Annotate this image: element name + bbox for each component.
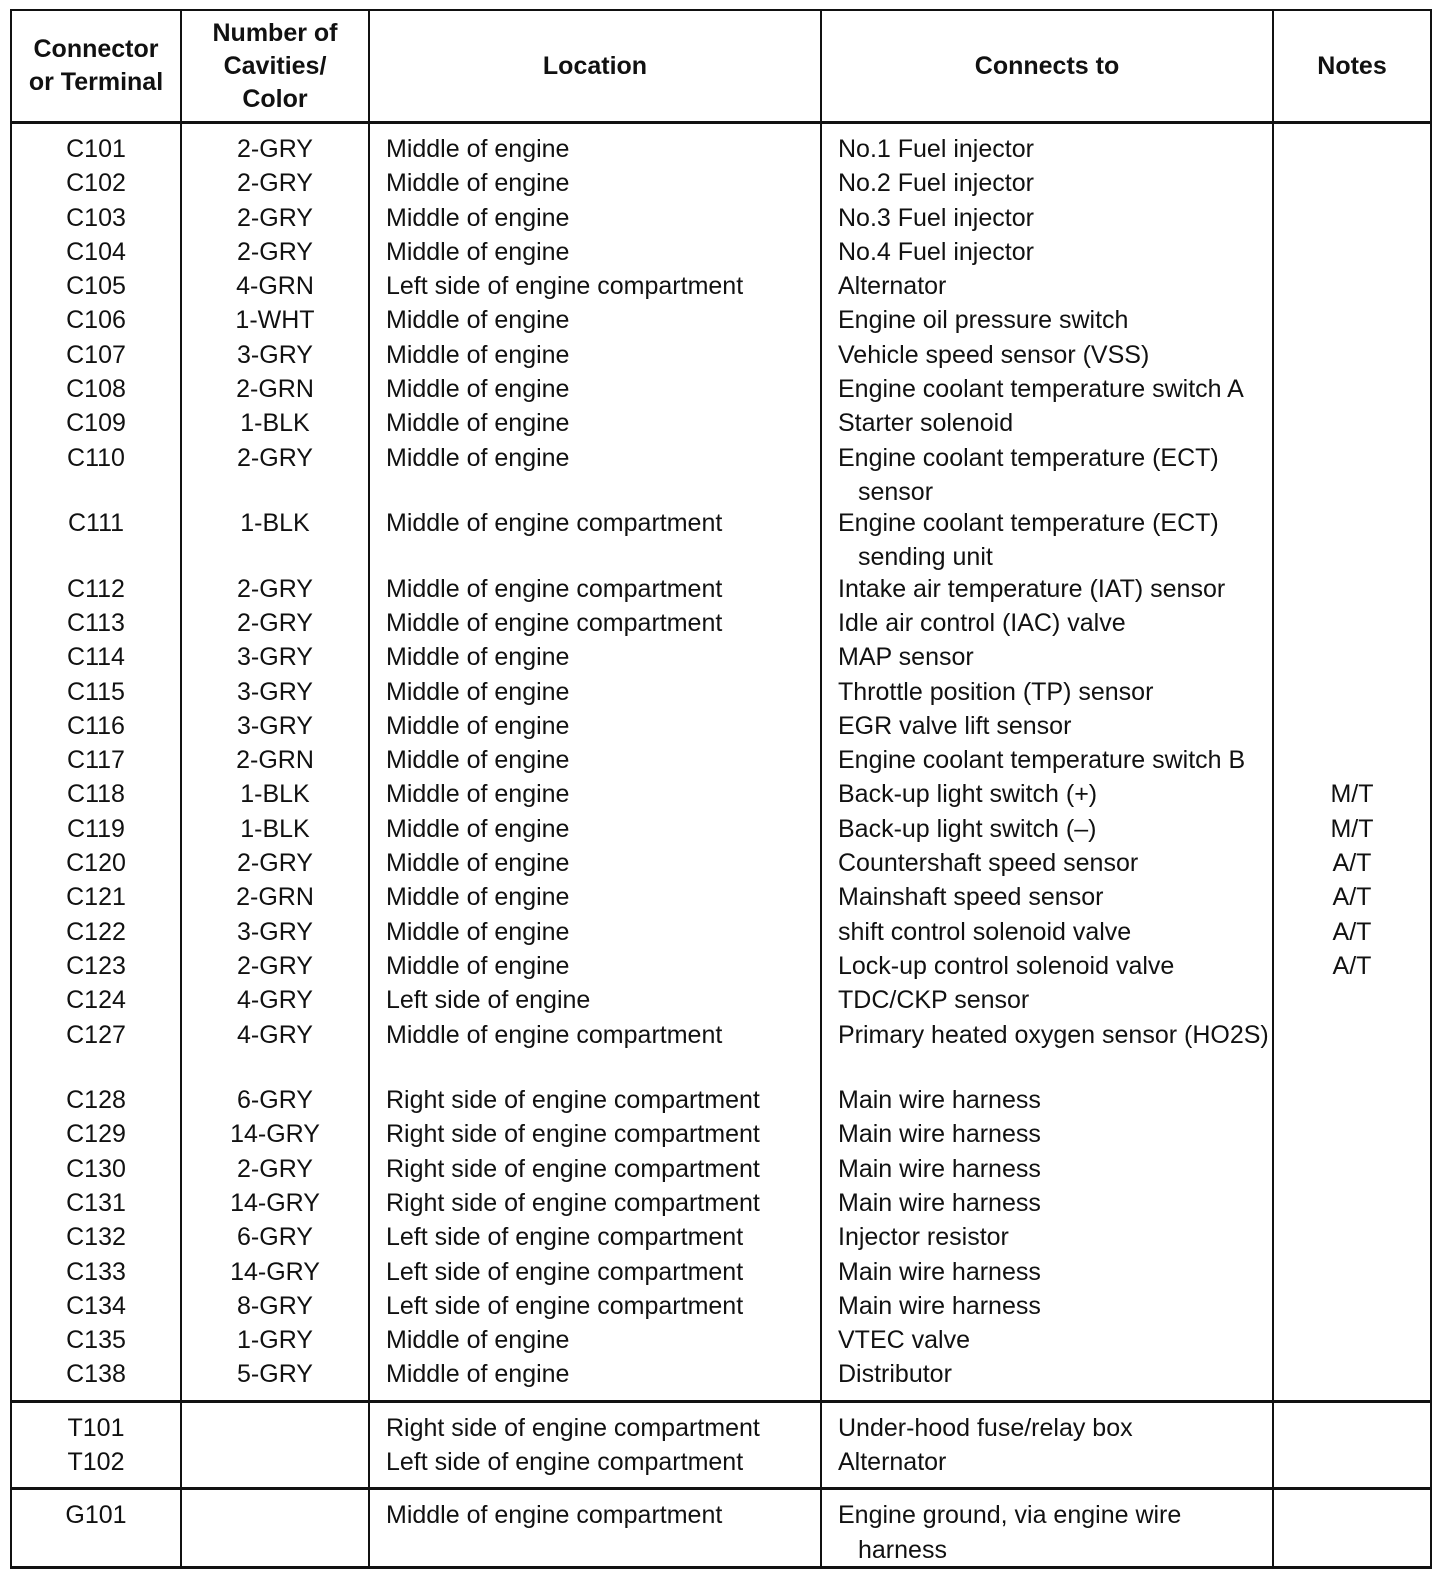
table-row-conn: C121 xyxy=(66,883,126,912)
connector-table xyxy=(10,9,1432,1569)
header-location: Location xyxy=(369,10,821,123)
table-row-conn: C102 xyxy=(66,169,126,198)
table-row-loc: Middle of engine xyxy=(386,375,570,404)
table-row-to: TDC/CKP sensor xyxy=(838,986,1030,1015)
table-row-cav: 2-GRY xyxy=(237,608,313,637)
table-row-loc: Middle of engine compartment xyxy=(386,509,723,538)
table-row-conn: C116 xyxy=(67,711,125,740)
cavities-cell xyxy=(181,1489,369,1568)
table-row-cav: 1-BLK xyxy=(240,780,310,809)
table-row-note xyxy=(1274,1445,1430,1479)
table-row-cav: 2-GRY xyxy=(237,203,313,232)
table-row-note xyxy=(1274,572,1430,606)
table-row-to: Main wire harness xyxy=(838,1257,1041,1286)
table-row-to: Main wire harness xyxy=(838,1086,1041,1115)
table-row-loc: Middle of engine compartment xyxy=(386,1501,723,1530)
table-row-note: M/T xyxy=(1330,780,1374,809)
table-row-cav: 8-GRY xyxy=(237,1291,313,1320)
table-row-cav: 1-BLK xyxy=(240,509,310,538)
connects-to-cell xyxy=(821,1401,1273,1489)
table-row-note: A/T xyxy=(1332,849,1372,878)
table-row-to: shift control solenoid valve xyxy=(838,917,1132,946)
table-row-note xyxy=(1274,1498,1430,1564)
table-row-cav: 2-GRN xyxy=(236,375,314,404)
table-row-to: Injector resistor xyxy=(838,1223,1009,1252)
table-row-cav: 2-GRY xyxy=(237,135,313,163)
notes-cell xyxy=(1273,1489,1431,1568)
table-row-to: EGR valve lift sensor xyxy=(838,711,1072,740)
table-row-to: Vehicle speed sensor (VSS) xyxy=(838,340,1150,369)
table-row-note: A/T xyxy=(1332,883,1372,912)
table-row-cav: 1-BLK xyxy=(240,409,310,438)
table-row-to: MAP sensor xyxy=(838,643,974,672)
table-row-conn: C128 xyxy=(66,1086,126,1115)
table-row-note xyxy=(1274,1220,1430,1254)
table-row-conn: C105 xyxy=(66,272,126,301)
table-row-cav: 1-BLK xyxy=(240,814,310,843)
table-row-loc: Right side of engine compartment xyxy=(386,1188,760,1217)
table-row-note xyxy=(1274,269,1430,303)
table-row-cav: 14-GRY xyxy=(230,1188,320,1217)
table-row-conn: C114 xyxy=(67,643,125,672)
table-row-loc: Right side of engine compartment xyxy=(386,1413,760,1442)
table-row-note xyxy=(1274,675,1430,709)
table-row-loc: Middle of engine xyxy=(386,883,570,912)
table-row-loc: Right side of engine compartment xyxy=(386,1154,760,1183)
connector-cell xyxy=(11,1489,181,1568)
table-row-to: Primary heated oxygen sensor (HO2S) xyxy=(838,1020,1269,1049)
table-row-note xyxy=(1274,406,1430,440)
table-row-to: Lock-up control solenoid valve xyxy=(838,951,1175,980)
table-row-conn: T101 xyxy=(67,1413,125,1442)
table-row-note xyxy=(1274,303,1430,337)
table-row-cav: 6-GRY xyxy=(237,1086,313,1115)
connects-to-cell xyxy=(821,123,1273,1402)
table-row-loc: Middle of engine xyxy=(386,746,570,775)
table-row-conn: C119 xyxy=(67,814,125,843)
table-row-loc: Middle of engine xyxy=(386,237,570,266)
table-row-loc: Middle of engine xyxy=(386,814,570,843)
header-notes: Notes xyxy=(1273,10,1431,123)
header-cavities: Number of Cavities/ Color xyxy=(181,10,369,123)
table-row-note xyxy=(1274,338,1430,372)
header-connector: Connector or Terminal xyxy=(11,10,181,123)
cavities-cell xyxy=(181,1401,369,1489)
table-row-loc: Middle of engine xyxy=(386,1360,570,1389)
table-row-loc: Middle of engine xyxy=(386,677,570,706)
table-row-note xyxy=(1274,166,1430,200)
table-row-to: Engine coolant temperature (ECT) sending unit xyxy=(838,509,1219,572)
table-row-conn: C109 xyxy=(66,409,126,438)
table-row-cav xyxy=(182,1411,368,1445)
table-row-note: M/T xyxy=(1330,814,1374,843)
location-cell xyxy=(369,123,821,1402)
table-row-loc: Left side of engine xyxy=(386,986,591,1015)
table-row-note xyxy=(1274,606,1430,640)
table-row-cav: 2-GRY xyxy=(237,849,313,878)
cavities-cell xyxy=(181,123,369,1402)
table-row-note xyxy=(1274,983,1430,1017)
table-row-note xyxy=(1274,1255,1430,1289)
table-row-to: Idle air control (IAC) valve xyxy=(838,608,1126,637)
table-row-cav: 3-GRY xyxy=(237,340,313,369)
table-row-conn: C115 xyxy=(67,677,125,706)
table-row-note xyxy=(1274,640,1430,674)
table-row-note: A/T xyxy=(1332,917,1372,946)
table-row-note xyxy=(1274,709,1430,743)
table-row-loc: Left side of engine compartment xyxy=(386,1448,744,1476)
connector-cell xyxy=(11,1401,181,1489)
table-row-to: Engine coolant temperature (ECT) sensor xyxy=(838,443,1219,506)
table-row-cav: 2-GRY xyxy=(237,443,313,472)
table-row-to: VTEC valve xyxy=(838,1326,970,1355)
table-row-conn: C134 xyxy=(66,1291,126,1320)
table-row-loc: Middle of engine xyxy=(386,1326,570,1355)
notes-cell xyxy=(1273,1401,1431,1489)
table-row-to: No.4 Fuel injector xyxy=(838,237,1034,266)
table-row-loc: Middle of engine compartment xyxy=(386,1020,723,1049)
table-row-cav: 2-GRN xyxy=(236,746,314,775)
table-row-conn: C131 xyxy=(66,1188,126,1217)
table-row-conn: C124 xyxy=(66,986,126,1015)
table-row-to: Main wire harness xyxy=(838,1154,1041,1183)
connector-table-document xyxy=(10,9,1430,1564)
table-row-to: Under-hood fuse/relay box xyxy=(838,1413,1133,1442)
table-row-loc: Middle of engine xyxy=(386,306,570,335)
table-row-loc: Right side of engine compartment xyxy=(386,1086,760,1115)
table-row-conn: C122 xyxy=(66,917,126,946)
table-row-conn: C101 xyxy=(66,135,126,163)
table-row-conn: C111 xyxy=(67,509,125,538)
table-row-to: Alternator xyxy=(838,1448,947,1476)
table-row-note: A/T xyxy=(1332,951,1372,980)
table-row-cav: 2-GRY xyxy=(237,574,313,603)
table-row-cav: 3-GRY xyxy=(237,677,313,706)
table-row-cav: 6-GRY xyxy=(237,1223,313,1252)
table-row-to: Back-up light switch (–) xyxy=(838,814,1097,843)
table-row-note xyxy=(1274,235,1430,269)
table-row-to: Mainshaft speed sensor xyxy=(838,883,1104,912)
table-row-note xyxy=(1274,1411,1430,1445)
table-row-note xyxy=(1274,1357,1430,1391)
table-row-loc: Middle of engine xyxy=(386,643,570,672)
table-row-loc: Left side of engine compartment xyxy=(386,1291,744,1320)
table-row-loc: Middle of engine xyxy=(386,917,570,946)
section-connectors xyxy=(11,123,1431,1402)
table-row-to: Main wire harness xyxy=(838,1188,1041,1217)
table-row-cav: 2-GRN xyxy=(236,883,314,912)
table-row-loc: Middle of engine xyxy=(386,340,570,369)
table-row-cav xyxy=(182,1445,368,1479)
connector-cell xyxy=(11,123,181,1402)
table-row-cav: 3-GRY xyxy=(237,643,313,672)
table-row-conn: C108 xyxy=(66,375,126,404)
table-row-conn: C138 xyxy=(66,1360,126,1389)
table-row-conn: C127 xyxy=(66,1020,126,1049)
table-row-conn: C120 xyxy=(66,849,126,878)
table-row-to: Throttle position (TP) sensor xyxy=(838,677,1154,706)
table-row-to: Main wire harness xyxy=(838,1120,1041,1149)
table-row-to: Main wire harness xyxy=(838,1291,1041,1320)
table-row-note xyxy=(1274,743,1430,777)
table-row-note xyxy=(1274,1186,1430,1220)
table-row-conn: C103 xyxy=(66,203,126,232)
header-connects-to: Connects to xyxy=(821,10,1273,123)
table-row-cav: 5-GRY xyxy=(237,1360,313,1389)
table-row-loc: Left side of engine compartment xyxy=(386,272,744,301)
table-row-note xyxy=(1274,1323,1430,1357)
connects-to-cell xyxy=(821,1489,1273,1568)
table-row-cav: 2-GRY xyxy=(237,951,313,980)
table-row-loc: Middle of engine xyxy=(386,409,570,438)
table-row-loc: Left side of engine compartment xyxy=(386,1223,744,1252)
table-row-loc: Middle of engine compartment xyxy=(386,574,723,603)
table-row-cav: 2-GRY xyxy=(237,237,313,266)
table-row-loc: Middle of engine xyxy=(386,951,570,980)
table-row-cav: 3-GRY xyxy=(237,917,313,946)
table-row-conn: C123 xyxy=(66,951,126,980)
table-row-conn: T102 xyxy=(67,1448,125,1476)
location-cell xyxy=(369,1489,821,1568)
table-row-note xyxy=(1274,1289,1430,1323)
table-row-to: No.1 Fuel injector xyxy=(838,135,1034,163)
table-row-loc: Middle of engine xyxy=(386,135,570,163)
table-row-note xyxy=(1274,1117,1430,1151)
table-row-cav xyxy=(182,1498,368,1564)
table-row-loc: Left side of engine compartment xyxy=(386,1257,744,1286)
table-row-conn: G101 xyxy=(65,1501,127,1530)
table-row-conn: C107 xyxy=(66,340,126,369)
table-row-cav: 14-GRY xyxy=(230,1257,320,1286)
table-row-conn: C117 xyxy=(67,746,125,775)
table-row-cav: 14-GRY xyxy=(230,1120,320,1149)
table-row-to: Engine ground, via engine wire harness xyxy=(838,1501,1182,1564)
table-row-conn: C113 xyxy=(67,608,125,637)
table-row-cav: 4-GRN xyxy=(236,272,314,301)
table-row-to: Engine coolant temperature switch A xyxy=(838,375,1244,404)
table-row-note xyxy=(1274,1152,1430,1186)
table-row-note xyxy=(1274,506,1430,572)
table-row-conn: C130 xyxy=(66,1154,126,1183)
table-row-to: Back-up light switch (+) xyxy=(838,780,1098,809)
location-cell xyxy=(369,1401,821,1489)
table-row-conn: C133 xyxy=(66,1257,126,1286)
table-header xyxy=(11,10,1431,123)
table-row-note xyxy=(1274,1083,1430,1117)
table-row-cav: 2-GRY xyxy=(237,169,313,198)
table-row-conn: C118 xyxy=(67,780,125,809)
table-row-cav: 4-GRY xyxy=(237,1020,313,1049)
table-row-note xyxy=(1274,201,1430,235)
table-row-loc: Middle of engine xyxy=(386,849,570,878)
table-row-conn: C112 xyxy=(67,574,125,603)
table-row-cav: 1-WHT xyxy=(235,306,315,335)
table-row-loc: Middle of engine xyxy=(386,780,570,809)
table-row-to: Engine coolant temperature switch B xyxy=(838,746,1246,775)
table-row-to: No.2 Fuel injector xyxy=(838,169,1034,198)
table-row-note xyxy=(1274,372,1430,406)
table-row-loc: Middle of engine compartment xyxy=(386,608,723,637)
table-row-loc: Right side of engine compartment xyxy=(386,1120,760,1149)
table-row-to: Alternator xyxy=(838,272,947,301)
table-row-cav: 4-GRY xyxy=(237,986,313,1015)
section-terminals xyxy=(11,1401,1431,1489)
table-row-cav: 3-GRY xyxy=(237,711,313,740)
table-row-conn: C132 xyxy=(66,1223,126,1252)
table-row-conn: C110 xyxy=(67,443,125,472)
table-row-cav: 1-GRY xyxy=(237,1326,313,1355)
table-row-conn: C129 xyxy=(66,1120,126,1149)
notes-cell xyxy=(1273,123,1431,1402)
table-row-loc: Middle of engine xyxy=(386,711,570,740)
table-row-loc: Middle of engine xyxy=(386,203,570,232)
table-row-to: Engine oil pressure switch xyxy=(838,306,1129,335)
table-row-note xyxy=(1274,441,1430,507)
table-row-note xyxy=(1274,132,1430,166)
section-grounds xyxy=(11,1489,1431,1568)
table-row-to: Intake air temperature (IAT) sensor xyxy=(838,574,1226,603)
table-row-conn: C135 xyxy=(66,1326,126,1355)
table-row-to: Starter solenoid xyxy=(838,409,1014,438)
table-row-to: Distributor xyxy=(838,1360,952,1389)
table-row-to: Countershaft speed sensor xyxy=(838,849,1139,878)
table-row-to: No.3 Fuel injector xyxy=(838,203,1034,232)
table-row-conn: C104 xyxy=(66,237,126,266)
table-row-cav: 2-GRY xyxy=(237,1154,313,1183)
table-row-loc: Middle of engine xyxy=(386,443,570,472)
table-row-loc: Middle of engine xyxy=(386,169,570,198)
table-row-note xyxy=(1274,1018,1430,1084)
table-row-conn: C106 xyxy=(66,306,126,335)
